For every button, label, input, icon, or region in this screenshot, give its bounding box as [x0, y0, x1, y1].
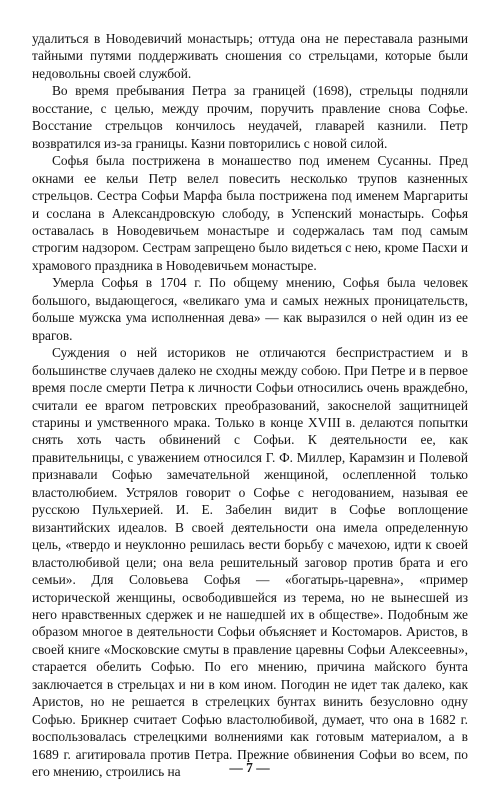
paragraph-uprising: Во время пребывания Петра за границей (1698), стрельцы подняли восстание, с целью, между прочим, поручить правление снова Софье. Восстание стрельцов кончилось неудачей, главарей казнили. Петр возвратился из-за границы. Казни повторились с новой силой. [32, 83, 468, 151]
paragraph-historians: Суждения о ней историков не отличаются беспристрастием и в большинстве случаев далеко не сходны между собою. При Петре и в первое время после смерти Петра к личности Софьи относились очень враждебно, считали ее врагом петровских преобразований, закоснелой защитницей старины и умственного мрака. Только в конце XVIII в. делаются попытки снять хоть часть обвинений с Софьи. К деятельности ее, как правительницы, с уважением относился Г. Ф. Миллер, Карамзин и Полевой признавали Софью замечательной женщиной, ослепленной только властолюбием. Устрялов говорит о Софье с негодованием, называя ее русскою Пульхерией. И. Е. Забелин видит в Софье воплощение византийских идеалов. В своей деятельности она имела определенную цель, «твердо и неуклонно решилась вести борьбу с мачехою, идти к своей властолюбивой цели; она вела решительный заговор против брата и его семьи». Для Соловьева Софья — «богатырь-царевна», «пример исторической женщины, освободившейся из терема, но не вынесшей из него нравственных сдержек и не нашедшей их в обществе». Подобным же образом многое в деятельности Софьи объясняет и Костомаров. Аристов, в своей книге «Московские смуты в правление царевны Софьи Алексеевны», старается обелить Софью. По его мнению, причина майского бунта заключается в стрельцах и ни в ком ином. Погодин не идет так далеко, как Аристов, но не решается в стрелецких бунтах винить безусловно одну Софью. Брикнер считает Софью властолюбивой, думает, что она в 1682 г. воспользовалась стрелецкими волнениями как готовым материалом, а в 1689 г. агитировала против Петра. Прежние обвинения Софьи во всем, по его мнению, строились на [32, 345, 468, 780]
paragraph-tonsure: Софья была пострижена в монашество под именем Сусанны. Пред окнами ее кельи Петр велел повесить несколько трупов казненных стрельцов. Сестра Софьи Марфа была пострижена под именем Маргариты и сослана в Александровскую слободу, в Успенский монастырь. Софья оставалась в Новодевичьем монастыре и содержалась там под самым строгим надзором. Сестрам запрещено было видеться с нею, кроме Пасхи и храмового праздника в Новодевичьем монастыре. [32, 153, 468, 273]
page-text-body [32, 30, 468, 780]
paragraph-continuation: удалиться в Новодевичий монастырь; оттуда она не переставала разными тайными путями поддерживать сношения со стрельцами, которые были недовольны своей службой. [32, 31, 468, 81]
paragraph-death: Умерла Софья в 1704 г. По общему мнению, Софья была человек большого, выдающегося, «великаго ума и самых нежных проницательств, больше мужска ума исполненная дева» — как выразился о ней один из ее врагов. [32, 275, 468, 343]
page-number: — 7 — [229, 760, 270, 775]
